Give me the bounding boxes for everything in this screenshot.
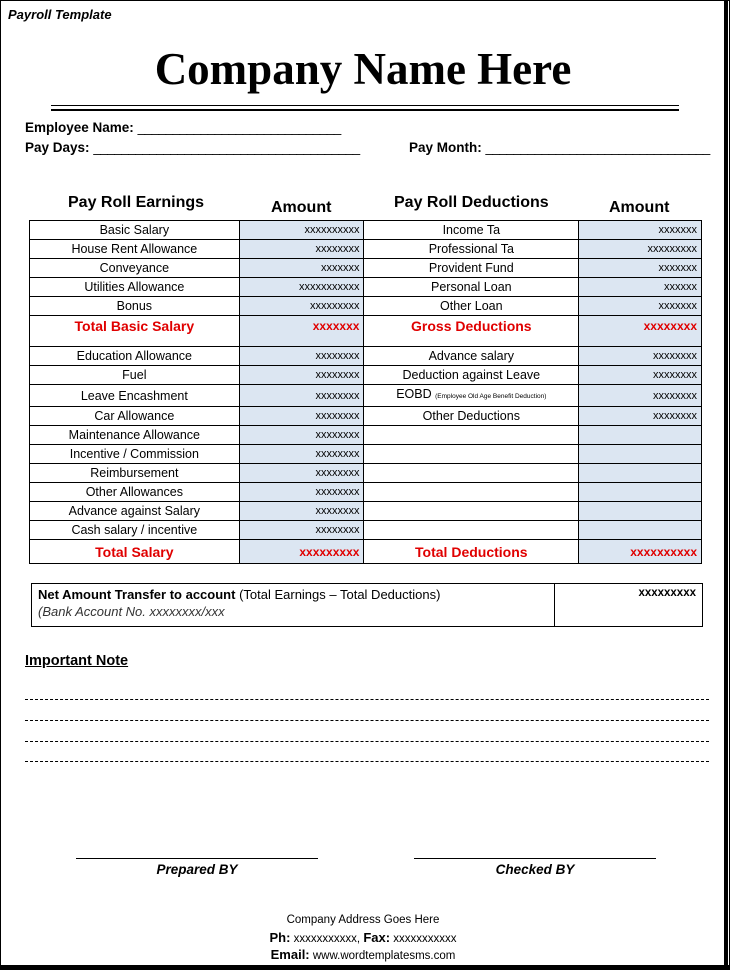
table-row: [30, 426, 702, 445]
earning-amount[interactable]: xxxxxxxx: [239, 521, 364, 540]
checked-by-label: Checked BY: [495, 862, 575, 877]
table-row: [30, 385, 702, 407]
deduction-label: [364, 259, 579, 278]
table-row: [30, 407, 702, 426]
deduction-amount[interactable]: xxxxxxxxx: [579, 240, 702, 259]
footer-email: [1, 947, 725, 962]
earnings-amount-heading: Amount: [271, 199, 332, 216]
pay-month-line[interactable]: ________________________________: [485, 140, 710, 155]
deduction-label-text: Total Deductions: [415, 543, 528, 560]
table-row: [30, 316, 702, 347]
table-row: [30, 366, 702, 385]
deduction-amount[interactable]: xxxxxxxx: [579, 347, 702, 366]
earning-amount[interactable]: xxxxxxxx: [239, 483, 364, 502]
title-rule-thick: [51, 109, 679, 111]
pay-month-label: Pay Month:: [409, 140, 482, 155]
table-row: [30, 297, 702, 316]
deduction-label: [364, 483, 579, 502]
net-amount-description: [32, 584, 555, 627]
earning-amount[interactable]: xxxxxxxxx: [239, 540, 364, 564]
deduction-label: [364, 240, 579, 259]
employee-name-label: Employee Name:: [25, 120, 134, 135]
deduction-label: [364, 521, 579, 540]
template-title: Payroll Template: [8, 7, 112, 22]
deduction-label-note: (Employee Old Age Benefit Deduction): [435, 393, 547, 400]
deduction-label-text: Other Loan: [440, 299, 503, 313]
earning-amount[interactable]: xxxxxxx: [239, 259, 364, 278]
bank-account-text: (Bank Account No. xxxxxxxx/xxx: [38, 604, 225, 619]
prepared-by-signature-line[interactable]: [76, 858, 318, 859]
page-shadow-right: [724, 1, 728, 969]
earning-amount[interactable]: xxxxxxxx: [239, 366, 364, 385]
earning-label: Reimbursement: [30, 464, 240, 483]
deduction-amount[interactable]: xxxxxxxx: [579, 316, 702, 347]
deduction-label: [364, 464, 579, 483]
deduction-amount[interactable]: xxxxxxxx: [579, 385, 702, 407]
table-row: [30, 464, 702, 483]
deduction-amount[interactable]: xxxxxxx: [579, 297, 702, 316]
earning-amount[interactable]: xxxxxxxx: [239, 347, 364, 366]
earning-amount[interactable]: xxxxxxx: [239, 316, 364, 347]
deduction-amount[interactable]: xxxxxxxx: [579, 407, 702, 426]
deduction-amount[interactable]: xxxxxx: [579, 278, 702, 297]
table-row: [30, 278, 702, 297]
earning-label: Leave Encashment: [30, 385, 240, 407]
deduction-label: [364, 445, 579, 464]
earning-amount[interactable]: xxxxxxxx: [239, 407, 364, 426]
deduction-label: [364, 221, 579, 240]
net-amount-box: [31, 583, 703, 627]
deduction-label: [364, 297, 579, 316]
earning-label: Fuel: [30, 366, 240, 385]
deduction-label: [364, 316, 579, 347]
footer-contact: [1, 930, 725, 945]
earning-label: Other Allowances: [30, 483, 240, 502]
deduction-amount[interactable]: [579, 483, 702, 502]
note-line[interactable]: [25, 720, 709, 721]
deduction-amount[interactable]: [579, 445, 702, 464]
phone-value: xxxxxxxxxxx,: [293, 933, 361, 945]
pay-month-field[interactable]: [409, 140, 710, 155]
deductions-heading: Pay Roll Deductions: [394, 194, 549, 211]
deduction-label-text: Gross Deductions: [411, 318, 532, 334]
earning-amount[interactable]: xxxxxxxx: [239, 502, 364, 521]
earning-label: Bonus: [30, 297, 240, 316]
fax-value: xxxxxxxxxxx: [393, 933, 457, 945]
table-row: [30, 259, 702, 278]
employee-name-line[interactable]: _____________________________: [137, 120, 341, 135]
deduction-label: [364, 407, 579, 426]
earning-label: Maintenance Allowance: [30, 426, 240, 445]
deduction-label: [364, 347, 579, 366]
earning-amount[interactable]: xxxxxxxx: [239, 240, 364, 259]
earning-amount[interactable]: xxxxxxxxxxx: [239, 278, 364, 297]
net-amount-formula: (Total Earnings – Total Deductions): [239, 587, 441, 602]
phone-label: Ph:: [269, 930, 291, 945]
deduction-label-text: Deduction against Leave: [402, 368, 541, 382]
deduction-label-text: Income Ta: [442, 223, 501, 237]
earning-label: House Rent Allowance: [30, 240, 240, 259]
table-row: [30, 445, 702, 464]
table-row: [30, 540, 702, 564]
table-row: [30, 221, 702, 240]
deduction-label-text: Professional Ta: [428, 242, 514, 256]
payroll-table: [29, 220, 702, 564]
deduction-amount[interactable]: xxxxxxx: [579, 259, 702, 278]
earning-label: Incentive / Commission: [30, 445, 240, 464]
earning-label: Utilities Allowance: [30, 278, 240, 297]
earning-label: Conveyance: [30, 259, 240, 278]
deduction-amount[interactable]: [579, 426, 702, 445]
deduction-amount[interactable]: xxxxxxxxxx: [579, 540, 702, 564]
earning-amount[interactable]: xxxxxxxxxx: [239, 221, 364, 240]
earning-amount[interactable]: xxxxxxxx: [239, 426, 364, 445]
earning-label: Total Salary: [30, 540, 240, 564]
table-row: [30, 347, 702, 366]
earning-label: Advance against Salary: [30, 502, 240, 521]
deduction-label: [364, 366, 579, 385]
table-row: [30, 502, 702, 521]
deduction-label-text: Personal Loan: [431, 280, 512, 294]
deduction-label: [364, 540, 579, 564]
deduction-label-text: Other Deductions: [422, 409, 520, 423]
earnings-heading: Pay Roll Earnings: [68, 194, 205, 211]
company-address: Company Address Goes Here: [286, 914, 440, 926]
deduction-amount[interactable]: xxxxxxxx: [579, 366, 702, 385]
email-label: Email:: [270, 947, 310, 962]
email-value[interactable]: www.wordtemplatesms.com: [312, 950, 456, 962]
important-note-heading: Important Note: [25, 653, 129, 669]
deduction-label-text: EOBD: [396, 387, 432, 401]
prepared-by-label: Prepared BY: [156, 862, 238, 877]
earning-label: Basic Salary: [30, 221, 240, 240]
deduction-label: [364, 426, 579, 445]
earning-label: Cash salary / incentive: [30, 521, 240, 540]
note-line[interactable]: [25, 761, 709, 762]
deduction-amount[interactable]: [579, 502, 702, 521]
note-line[interactable]: [25, 741, 709, 742]
pay-days-field[interactable]: [25, 140, 360, 155]
pay-days-line[interactable]: ______________________________________: [93, 140, 360, 155]
net-amount-title: Net Amount Transfer to account: [38, 587, 236, 602]
table-row: [30, 483, 702, 502]
deduction-label-text: Advance salary: [428, 349, 515, 363]
employee-name-field[interactable]: [25, 120, 341, 135]
deduction-amount[interactable]: [579, 464, 702, 483]
net-amount-value[interactable]: xxxxxxxxx: [555, 584, 703, 627]
earning-amount[interactable]: xxxxxxxx: [239, 464, 364, 483]
deductions-amount-heading: Amount: [609, 199, 670, 216]
table-row: [30, 521, 702, 540]
title-rule-thin: [51, 105, 679, 106]
earning-label: Total Basic Salary: [30, 316, 240, 347]
deduction-label: [364, 278, 579, 297]
table-row: [30, 240, 702, 259]
earning-amount[interactable]: xxxxxxxx: [239, 445, 364, 464]
checked-by-signature-line[interactable]: [414, 858, 656, 859]
company-name[interactable]: Company Name Here: [154, 44, 572, 94]
earning-amount[interactable]: xxxxxxxxx: [239, 297, 364, 316]
deduction-amount[interactable]: xxxxxxx: [579, 221, 702, 240]
deduction-label: [364, 502, 579, 521]
earning-label: Education Allowance: [30, 347, 240, 366]
fax-label: Fax:: [363, 930, 391, 945]
deduction-label: [364, 385, 579, 407]
deduction-amount[interactable]: [579, 521, 702, 540]
deduction-label-text: Provident Fund: [428, 261, 514, 275]
earning-label: Car Allowance: [30, 407, 240, 426]
pay-days-label: Pay Days:: [25, 140, 90, 155]
note-line[interactable]: [25, 699, 709, 700]
page-shadow-bottom: [1, 965, 729, 969]
earning-amount[interactable]: xxxxxxxx: [239, 385, 364, 407]
